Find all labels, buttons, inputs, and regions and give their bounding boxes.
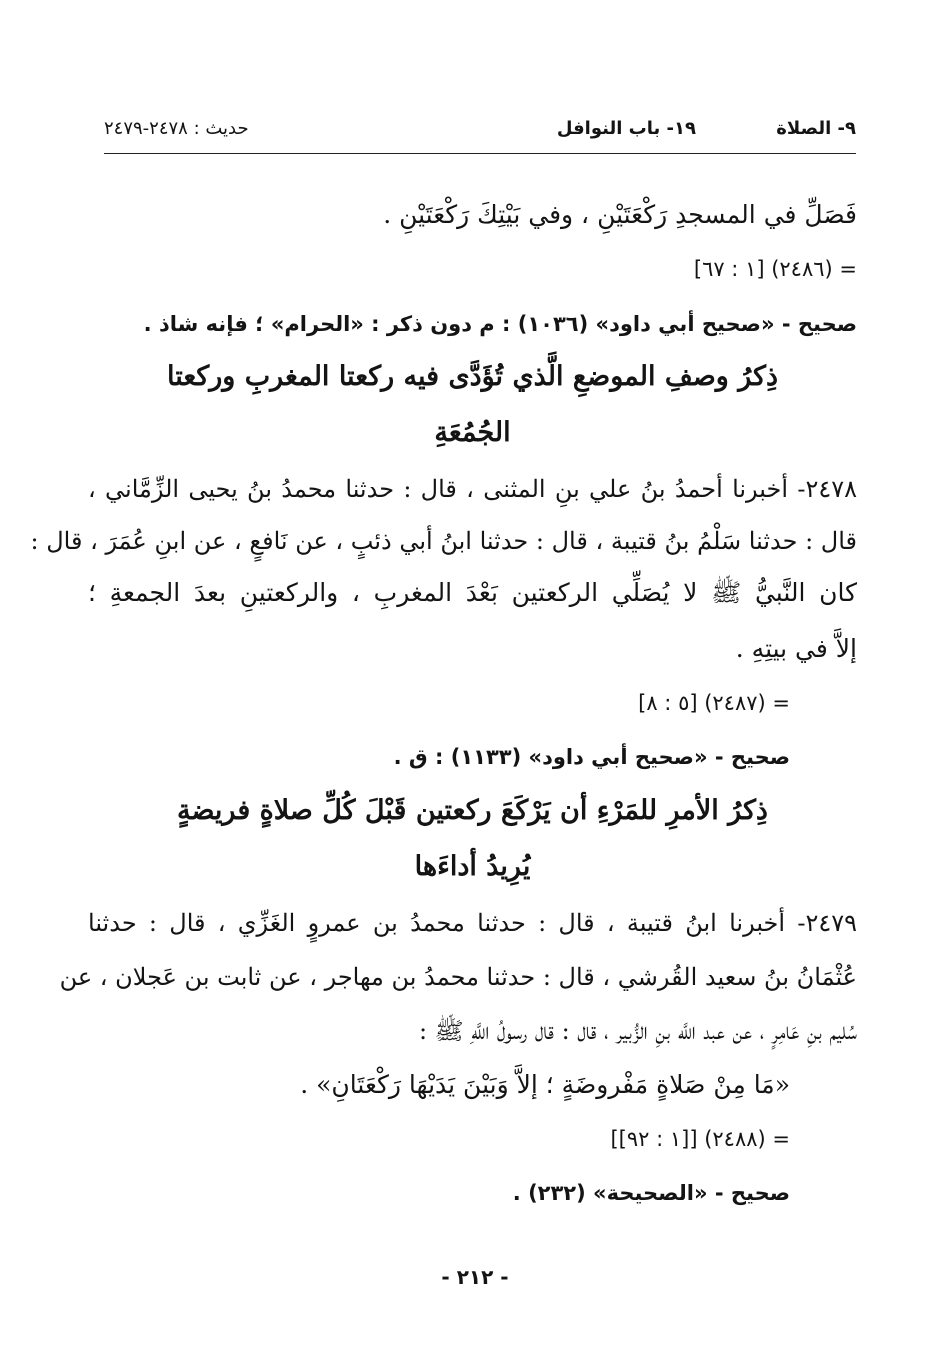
cross-reference: = (٢٤٨٨) [[١ : ٩٢]] bbox=[610, 1127, 790, 1151]
hadith-grade: صحيح - «صحيح أبي داود» (١١٣٣) : ق . bbox=[393, 745, 790, 769]
cross-reference: = (٢٤٨٦) [١ : ٦٧] bbox=[693, 257, 857, 281]
page-number: - ٢١٢ - bbox=[441, 1265, 509, 1289]
section-heading: يُرِيدُ أداءَها bbox=[414, 851, 531, 882]
section-heading: ذِكرُ وصفِ الموضعِ الَّذي تُؤَدَّى فيه ركعتا المغربِ وركعتا bbox=[167, 361, 778, 392]
hadith-grade: صحيح - «الصحيحة» (٢٣٢) . bbox=[512, 1181, 790, 1205]
header-chapter: ٩- الصلاة bbox=[776, 118, 856, 139]
text-line: ٢٤٧٨- أخبرنا أحمدُ بنُ علي بنِ المثنى ، قال : حدثنا محمدُ بنُ يحيى الزِّمَّاني ، bbox=[88, 475, 857, 503]
text-line: ٢٤٧٩- أخبرنا ابنُ قتيبة ، قال : حدثنا محمدُ بن عمروٍ الغَزِّي ، قال : حدثنا bbox=[88, 909, 857, 937]
running-header bbox=[104, 114, 856, 154]
section-heading: الجُمُعَةِ bbox=[434, 417, 511, 448]
text-line: عُثْمَانُ بنُ سعيد القُرشي ، قال : حدثنا محمدُ بن مهاجر ، عن ثابت بن عَجلان ، عن bbox=[59, 963, 857, 991]
text-line: قال : حدثنا سَلْمُ بنُ قتيبة ، قال : حدثنا ابنُ أبي ذئبٍ ، عن نَافعٍ ، عن ابنِ عُمَرَ ، قال : bbox=[30, 527, 857, 555]
text-line: كان النَّبيُّ ﷺ لا يُصَلِّي الركعتين بَعْدَ المغربِ ، والركعتينِ بعدَ الجمعةِ ؛ bbox=[88, 578, 857, 607]
header-rule bbox=[104, 153, 856, 154]
section-heading: ذِكرُ الأمرِ للمَرْءِ أن يَرْكَعَ ركعتين قَبْلَ كُلِّ صلاةٍ فريضةٍ bbox=[177, 795, 768, 826]
header-hadith-range: حديث : ٢٤٧٨-٢٤٧٩ bbox=[104, 118, 249, 139]
text-line: «مَا مِنْ صَلاةٍ مَفْروضَةٍ ؛ إلاَّ وَبَيْنَ يَدَيْهَا رَكْعَتَانِ» . bbox=[300, 1070, 790, 1099]
text-line: إلاَّ في بيتِهِ . bbox=[735, 634, 857, 663]
text-line: فَصَلِّ في المسجدِ رَكْعَتَيْنِ ، وفي بَيْتِكَ رَكْعَتَيْنِ . bbox=[383, 200, 857, 229]
hadith-grade: صحيح - «صحيح أبي داود» (١٠٣٦) : م دون ذكر : «الحرام» ؛ فإنه شاذ . bbox=[143, 312, 857, 336]
text-line: سُليم بنِ عَامِرٍ ، عن عبد اللَّه بنِ الزُّبير ، قال : قال رسولُ اللَّهِ ﷺ : bbox=[418, 1017, 857, 1045]
header-section: ١٩- باب النوافل bbox=[556, 118, 696, 139]
cross-reference: = (٢٤٨٧) [٥ : ٨] bbox=[638, 691, 790, 715]
